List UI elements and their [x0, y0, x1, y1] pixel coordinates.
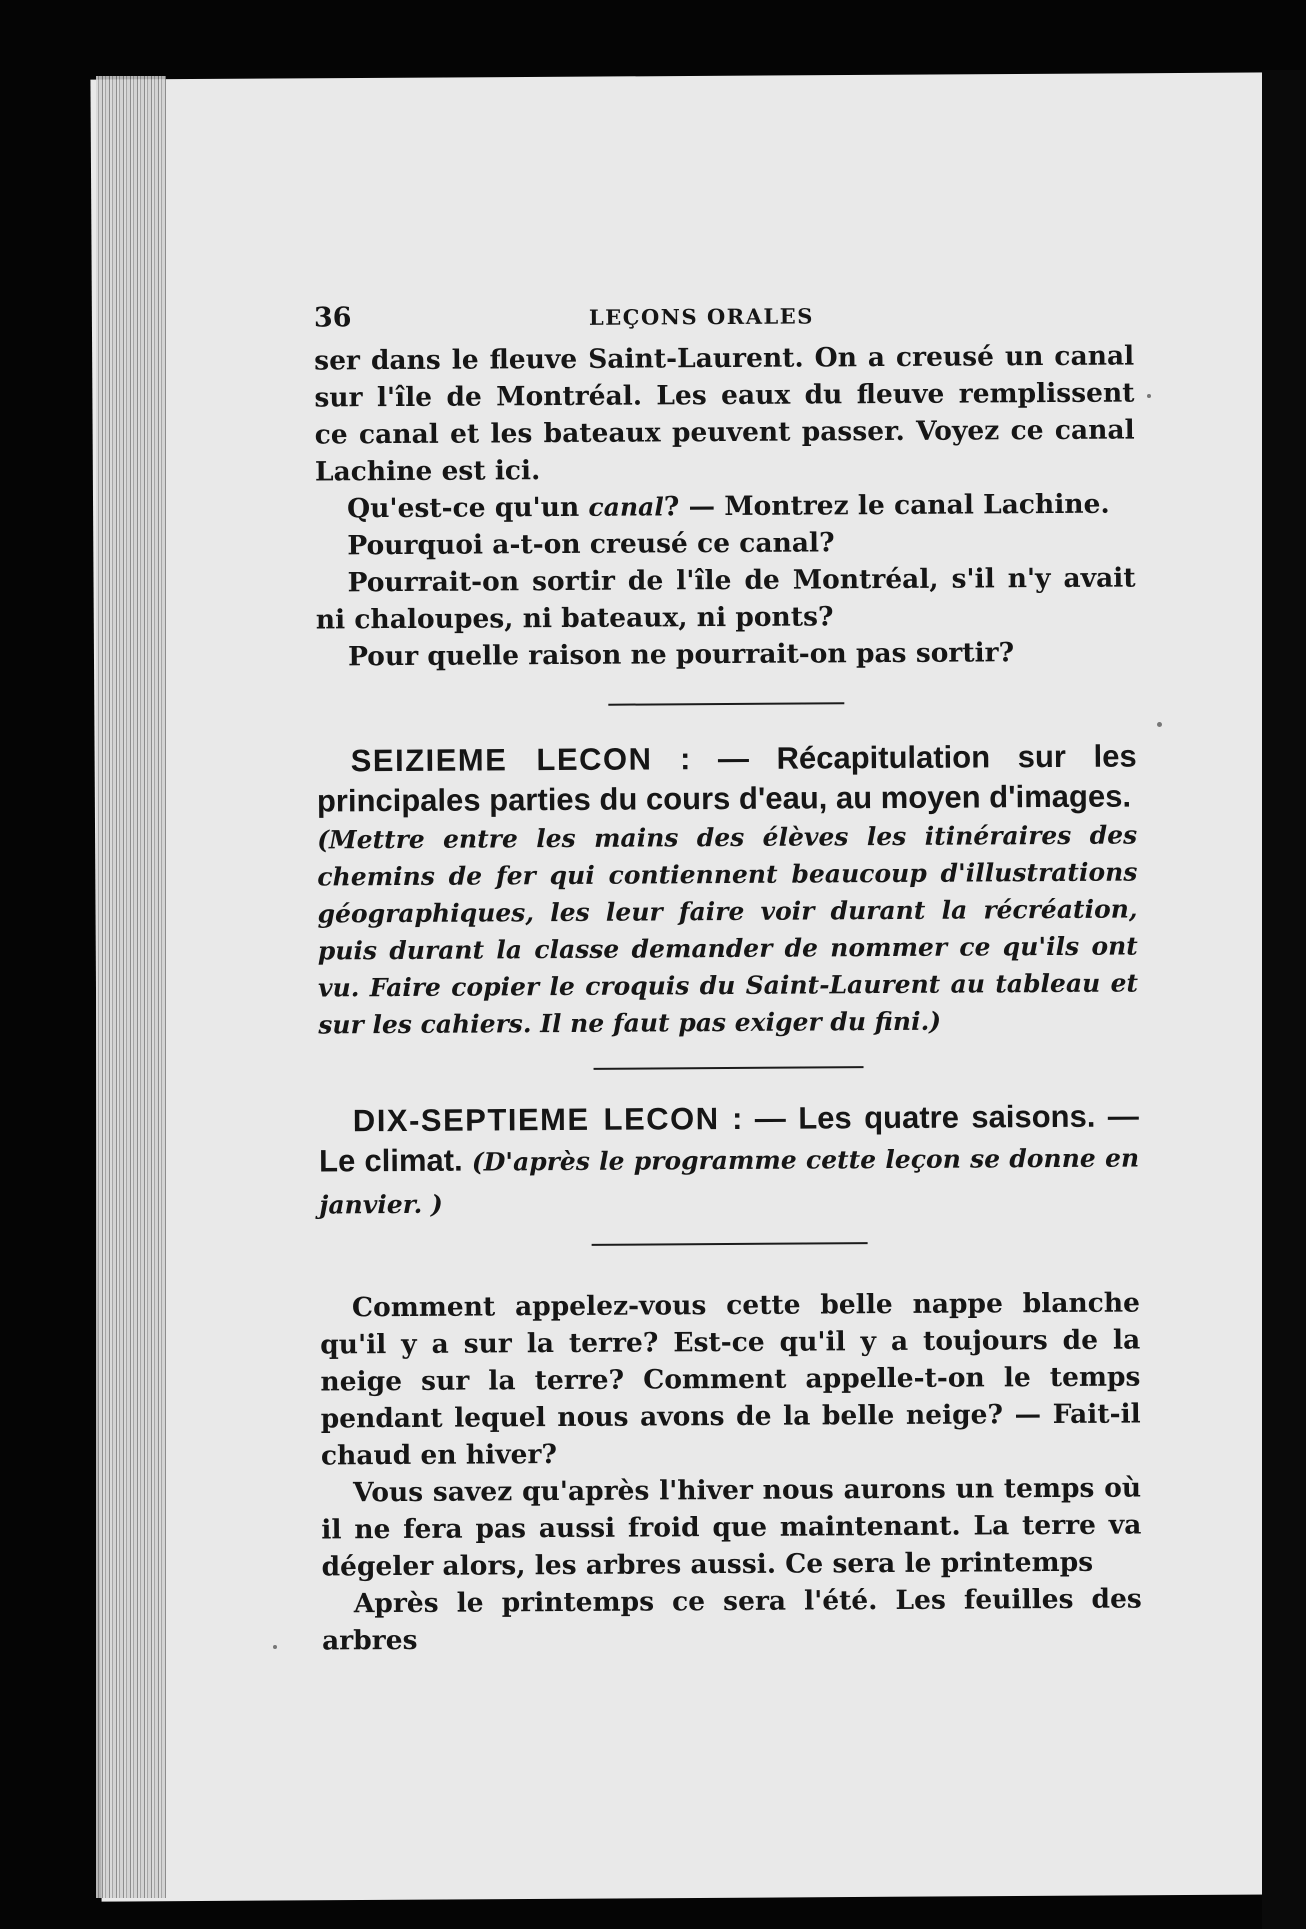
lesson-16-heading [317, 736, 1137, 821]
section-divider [608, 702, 844, 705]
lesson-17-note: (D'après le programme cette leçon se donne en janvier. ) [319, 1143, 1140, 1220]
lesson-16-label: SEIZIEME LECON [350, 741, 653, 779]
lesson-17-label: DIX-SEPTIEME LECON [352, 1101, 720, 1139]
section-divider [594, 1066, 864, 1070]
question-leave-island: Pourrait-on sortir de l'île de Montréal, s'il n'y avait ni chaloupes, ni bateaux, ni ponts? [315, 562, 1136, 636]
binding-shadow [1262, 70, 1306, 1929]
question-canal: Qu'est-ce qu'un canal? — Montrez le canal Lachine. [347, 488, 1110, 525]
page-text [314, 298, 1142, 1660]
lesson-16-instructions: (Mettre entre les mains des élèves les itinéraires des chemins de fer qui contiennent beaucoup d'illustrations géographiques, les leur faire voir durant la récréation, puis durant la classe demander de nommer ce qu'ils ont vu. Faire copier le croquis du Saint-Laurent au tableau et sur les cahiers. Il ne faut pas exiger du fini.) [317, 820, 1139, 1040]
dust-speck [1157, 722, 1162, 727]
question-reason: Pour quelle raison ne pourrait-on pas sortir? [347, 637, 1015, 673]
question-why-canal: Pourquoi a-t-on creusé ce canal? [347, 527, 835, 562]
section-divider [592, 1242, 868, 1246]
lesson-17-paragraph-2: Vous savez qu'après l'hiver nous aurons un temps où il ne fera pas aussi froid que maintenant. La terre va dégeler alors, les arbres aussi. Ce sera le printemps [321, 1472, 1142, 1583]
lesson-17-paragraph-3: Après le printemps ce sera l'été. Les feuilles des arbres [321, 1583, 1142, 1657]
running-header [314, 298, 1134, 343]
lesson-17-paragraph-1: Comment appelez-vous cette belle nappe blanche qu'il y a sur la terre? Est-ce qu'il y a toujours de la neige sur la terre? Comment appelle-t-on le temps pendant lequel nous avons de la belle neige? — Fait-il chaud en hiver? [320, 1287, 1141, 1472]
lesson-16-title: : — Récapitulation sur les principales parties du cours d'eau, au moyen d'images. [316, 738, 1137, 819]
lesson-17-heading [319, 1096, 1140, 1225]
dust-speck [1147, 394, 1151, 398]
page-number: 36 [313, 302, 352, 334]
intro-paragraph: ser dans le fleuve Saint-Laurent. On a creusé un canal sur l'île de Montréal. Les eaux du fleuve remplissent ce canal et les bateaux peuvent passer. Voyez ce canal Lachine est ici. [314, 340, 1135, 488]
book-page-edges [96, 76, 166, 1898]
dust-speck [273, 1645, 277, 1649]
running-title: LEÇONS ORALES [588, 303, 814, 330]
lesson-17-title: : — Les quatre saisons. — Le climat. [319, 1098, 1139, 1179]
term-canal: canal [588, 492, 664, 522]
